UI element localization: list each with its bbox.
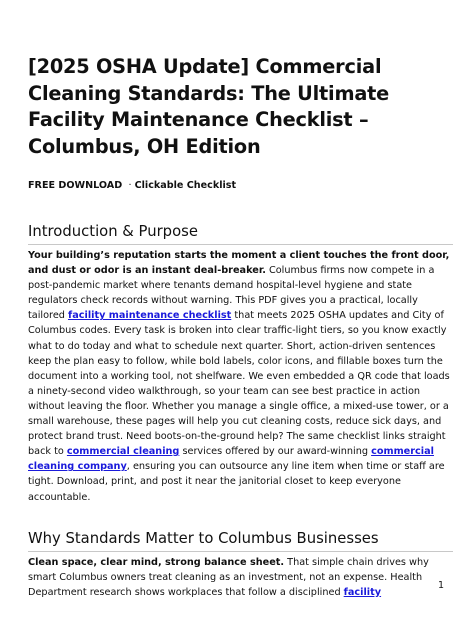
- paragraph-text: Columbus firms now compete in a post-pandemic market where tenants demand hospital-level hygiene and state regulators check records without warning. This PDF gives you a practical, locally tailored: [28, 265, 435, 322]
- commercial-cleaning-company-link[interactable]: commercial cleaning company: [28, 446, 434, 473]
- paragraph-text: , ensuring you can outsource any line item when time or staff are tight. Download, print, and post it near the janitorial closet to keep everyone accountable.: [28, 461, 445, 503]
- commercial-cleaning-link[interactable]: commercial cleaning: [66, 446, 180, 458]
- section-divider: [28, 244, 453, 245]
- tagline-separator: ·: [128, 180, 132, 191]
- paragraph-text: That simple chain drives why smart Columbus owners treat cleaning as an investment, not an expense. Health Department research shows workplaces that follow a disciplined: [28, 556, 429, 598]
- facility-link[interactable]: facility: [343, 586, 382, 598]
- clickable-checklist-label: Clickable Checklist: [134, 180, 237, 191]
- introduction-paragraph: [28, 248, 453, 505]
- why-standards-paragraph: [28, 555, 453, 600]
- introduction-lead: Your building’s reputation starts the moment a client touches the front door, and dust or odor is an instant deal-breaker.: [28, 250, 450, 277]
- paragraph-text: that meets 2025 OSHA updates and City of Columbus codes. Every task is broken into clear traffic-light tiers, so you know exactly what to do today and what to schedule next quarter. Short, action-driven sentences keep the plan easy to follow, while bold labels, color icons, and fillable boxes turn the document into a working tool, not shelfware. We even embedded a QR code that loads a ninety-second video walkthrough, so your team can see best practice in action without leaving the floor. Whether you manage a single office, a mixed-use tower, or a small warehouse, these pages will help you cut cleaning costs, reduce sick days, and protect brand trust. Need boots-on-the-ground help? The same checklist links straight back to: [28, 310, 450, 458]
- paragraph-text: services offered by our award-winning: [179, 446, 372, 458]
- document-page: [28, 54, 453, 600]
- facility-maintenance-checklist-link[interactable]: facility maintenance checklist: [68, 310, 232, 322]
- section-heading-introduction: Introduction & Purpose: [28, 223, 198, 240]
- section-divider: [28, 551, 453, 552]
- page-number: 1: [437, 580, 444, 591]
- why-standards-lead: Clean space, clear mind, strong balance sheet.: [28, 556, 285, 568]
- tagline: [28, 180, 453, 192]
- free-download-label: FREE DOWNLOAD: [28, 180, 123, 191]
- section-heading-why-standards: Why Standards Matter to Columbus Businesses: [28, 529, 379, 547]
- document-title: [2025 OSHA Update] Commercial Cleaning Standards: The Ultimate Facility Maintenance Checklist – Columbus, OH Edition: [28, 55, 390, 158]
